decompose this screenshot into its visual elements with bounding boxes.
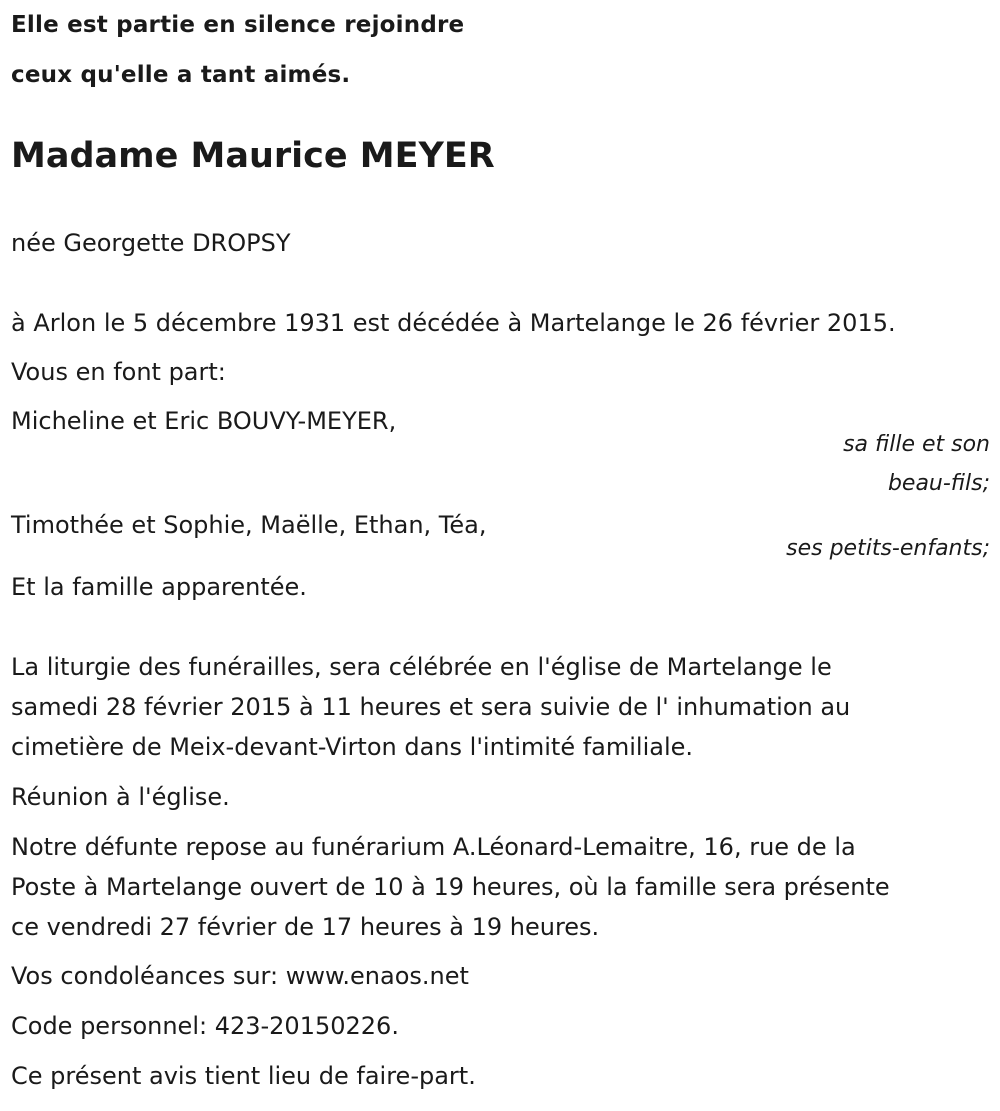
family-daughter: Micheline et Eric BOUVY-MEYER, xyxy=(11,407,397,435)
intro-line-2: ceux qu'elle a tant aimés. xyxy=(11,62,351,88)
funeral-line-1: La liturgie des funérailles, sera célébrée en l'église de Martelange le xyxy=(11,653,832,681)
birth-death-dates: à Arlon le 5 décembre 1931 est décédée à Martelange le 26 février 2015. xyxy=(11,309,896,337)
funeral-line-2: samedi 28 février 2015 à 11 heures et sera suivie de l' inhumation au xyxy=(11,693,851,721)
funeral-line-3: cimetière de Meix-devant-Virton dans l'intimité familiale. xyxy=(11,733,694,761)
family-grandchildren: Timothée et Sophie, Maëlle, Ethan, Téa, xyxy=(11,511,487,539)
family-grandchildren-relation: ses petits-enfants; xyxy=(786,536,990,561)
repose-line-1: Notre défunte repose au funérarium A.Léonard-Lemaitre, 16, rue de la xyxy=(11,833,856,861)
family-extended: Et la famille apparentée. xyxy=(11,573,307,601)
family-daughter-relation-2: beau-fils; xyxy=(887,471,990,496)
announcers-lead: Vous en font part: xyxy=(11,358,226,386)
birth-name: née Georgette DROPSY xyxy=(11,229,291,257)
personal-code: Code personnel: 423-20150226. xyxy=(11,1012,399,1040)
intro-line-1: Elle est partie en silence rejoindre xyxy=(11,12,465,38)
meeting-place: Réunion à l'église. xyxy=(11,783,230,811)
repose-line-3: ce vendredi 27 février de 17 heures à 19 heures. xyxy=(11,913,600,941)
notice-line: Ce présent avis tient lieu de faire-part. xyxy=(11,1062,476,1090)
deceased-name: Madame Maurice MEYER xyxy=(11,136,495,176)
condolences-line: Vos condoléances sur: www.enaos.net xyxy=(11,962,469,990)
repose-line-2: Poste à Martelange ouvert de 10 à 19 heures, où la famille sera présente xyxy=(11,873,890,901)
family-daughter-relation-1: sa fille et son xyxy=(843,432,990,457)
